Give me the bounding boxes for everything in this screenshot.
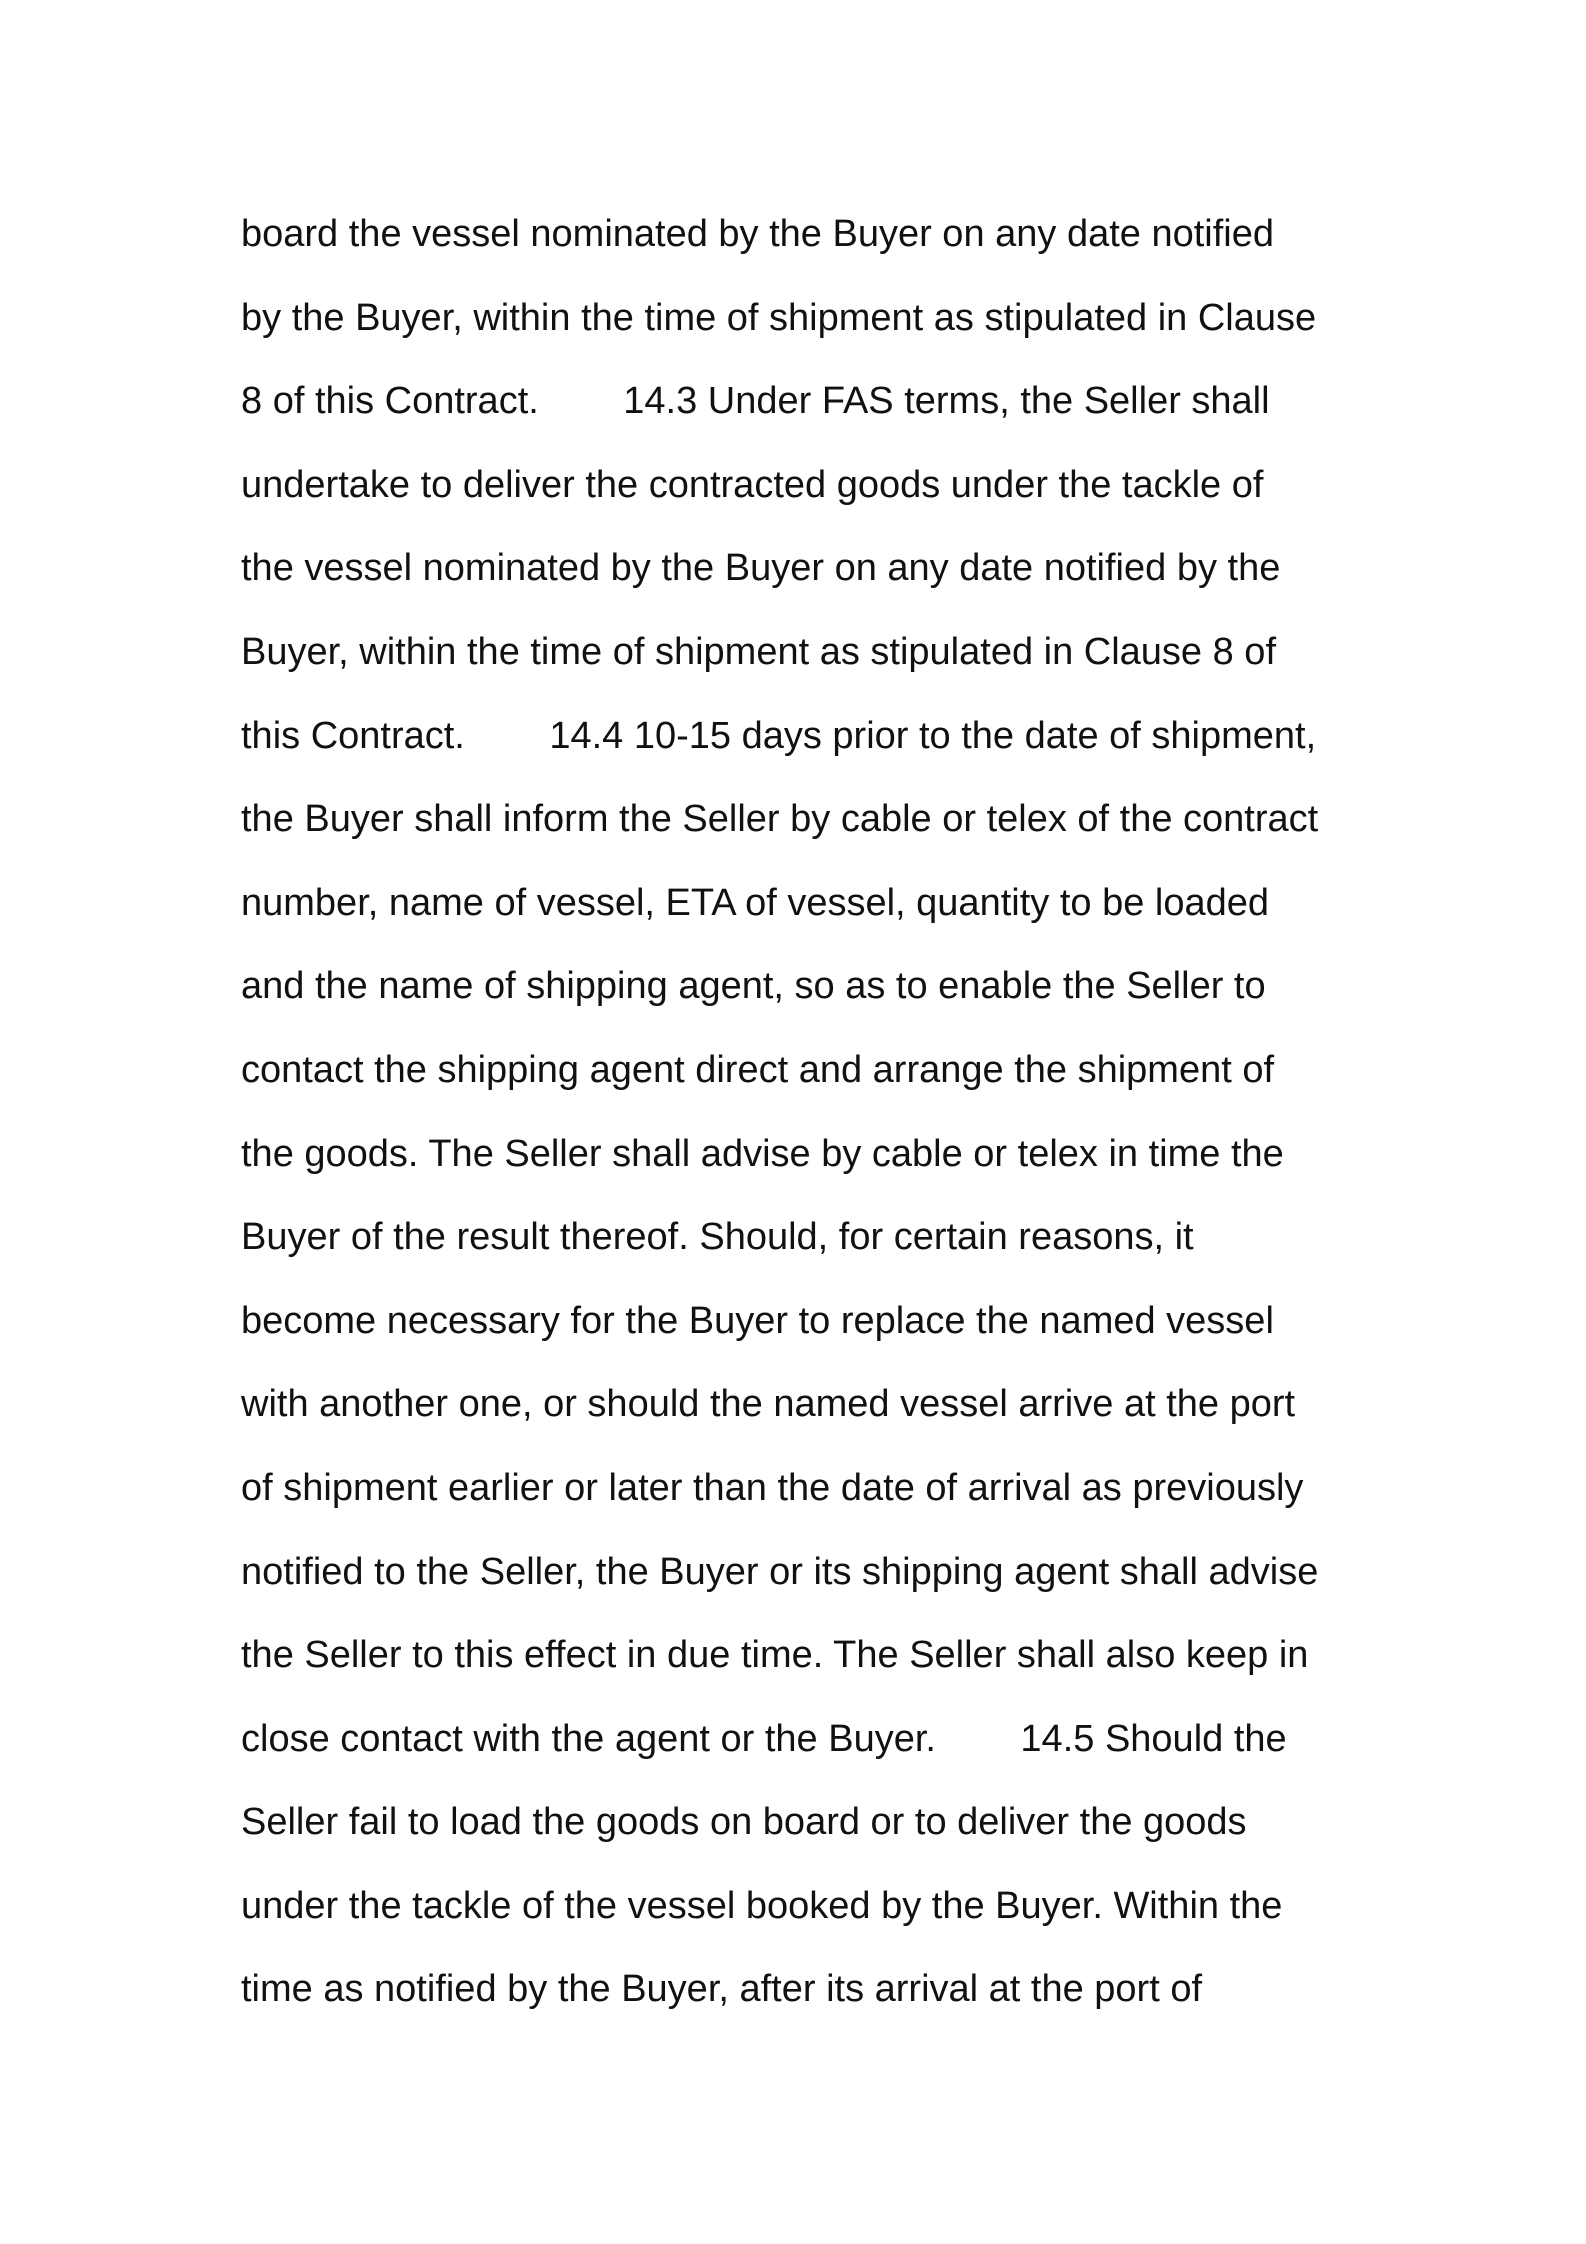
text-line: under the tackle of the vessel booked by the Buyer. Within the — [241, 1884, 1283, 1927]
text-line: Buyer of the result thereof. Should, for certain reasons, it — [241, 1216, 1194, 1259]
text-line: 8 of this Contract. 14.3 Under FAS terms, the Seller shall — [241, 380, 1270, 423]
text-line: of shipment earlier or later than the date of arrival as previously — [241, 1466, 1304, 1509]
text-line: number, name of vessel, ETA of vessel, quantity to be loaded — [241, 881, 1270, 924]
text-line: Buyer, within the time of shipment as stipulated in Clause 8 of — [241, 630, 1276, 673]
text-line: by the Buyer, within the time of shipment as stipulated in Clause — [241, 296, 1317, 339]
text-line: close contact with the agent or the Buyer. 14.5 Should the — [241, 1717, 1287, 1760]
text-line: become necessary for the Buyer to replace the named vessel — [241, 1299, 1274, 1342]
text-line: with another one, or should the named vessel arrive at the port — [241, 1383, 1296, 1426]
text-line: the goods. The Seller shall advise by cable or telex in time the — [241, 1132, 1284, 1175]
text-line: time as notified by the Buyer, after its arrival at the port of — [241, 1968, 1203, 2011]
text-line: Seller fail to load the goods on board or to deliver the goods — [241, 1801, 1247, 1844]
body-text — [241, 203, 1361, 2042]
text-line: notified to the Seller, the Buyer or its shipping agent shall advise — [241, 1550, 1319, 1593]
text-line: contact the shipping agent direct and arrange the shipment of — [241, 1048, 1275, 1091]
text-line: the Seller to this effect in due time. The Seller shall also keep in — [241, 1634, 1309, 1677]
text-line: this Contract. 14.4 10-15 days prior to the date of shipment, — [241, 714, 1317, 757]
text-line: undertake to deliver the contracted goods under the tackle of — [241, 463, 1264, 506]
text-line: and the name of shipping agent, so as to enable the Seller to — [241, 965, 1266, 1008]
text-line: the Buyer shall inform the Seller by cable or telex of the contract — [241, 798, 1319, 841]
text-line: the vessel nominated by the Buyer on any date notified by the — [241, 547, 1281, 590]
text-line: board the vessel nominated by the Buyer on any date notified — [241, 213, 1275, 255]
